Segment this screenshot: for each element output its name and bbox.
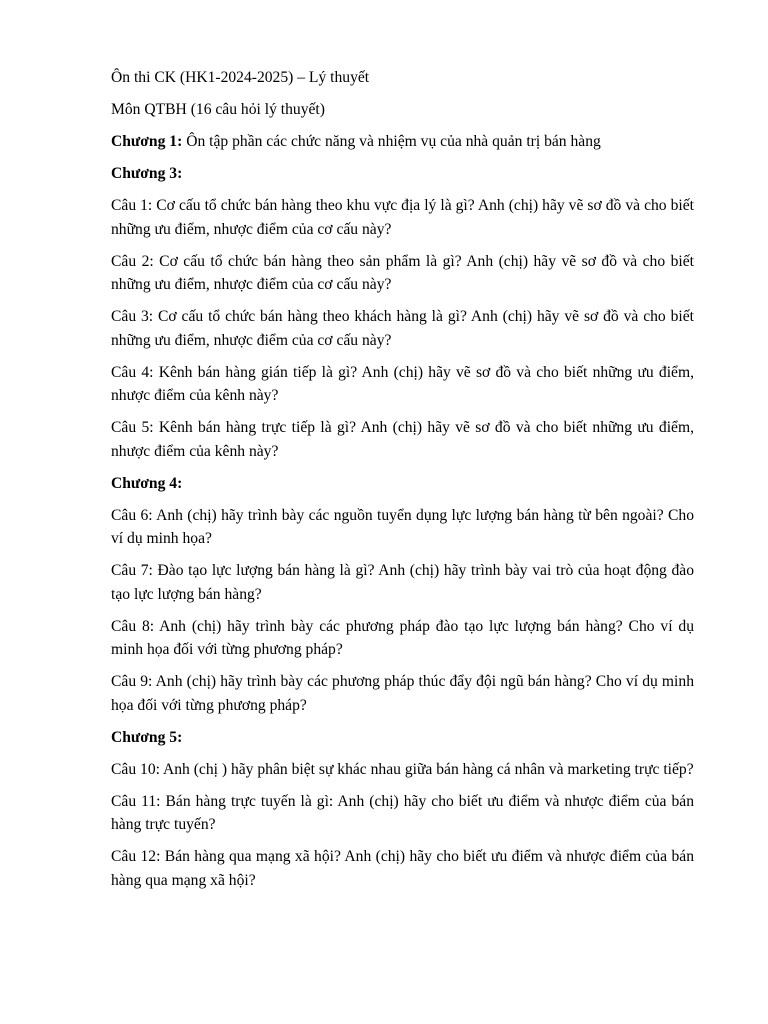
question-5: Câu 5: Kênh bán hàng trực tiếp là gì? Anh (chị) hãy vẽ sơ đồ và cho biết những ưu điểm, nhược điểm của kênh này? xyxy=(111,419,694,460)
question-11: Câu 11: Bán hàng trực tuyến là gì: Anh (chị) hãy cho biết ưu điểm và nhược điểm của bán hàng trực tuyến? xyxy=(111,792,694,833)
question-9: Câu 9: Anh (chị) hãy trình bày các phương pháp thúc đẩy đội ngũ bán hàng? Cho ví dụ minh họa đối với từng phương pháp? xyxy=(111,673,694,714)
chapter-1-line xyxy=(111,130,694,154)
document-subtitle: Môn QTBH (16 câu hỏi lý thuyết) xyxy=(111,101,325,118)
question-1: Câu 1: Cơ cấu tổ chức bán hàng theo khu vực địa lý là gì? Anh (chị) hãy vẽ sơ đồ và cho biết những ưu điểm, nhược điểm của cơ cấu này? xyxy=(111,197,694,238)
chapter-5-heading: Chương 5: xyxy=(111,728,183,746)
question-10: Câu 10: Anh (chị ) hãy phân biệt sự khác nhau giữa bán hàng cá nhân và marketing trực tiếp? xyxy=(111,760,694,778)
question-8: Câu 8: Anh (chị) hãy trình bày các phương pháp đào tạo lực lượng bán hàng? Cho ví dụ minh họa đối với từng phương pháp? xyxy=(111,617,694,658)
document-page xyxy=(111,66,694,901)
question-2: Câu 2: Cơ cấu tổ chức bán hàng theo sản phẩm là gì? Anh (chị) hãy vẽ sơ đồ và cho biết những ưu điểm, nhược điểm của cơ cấu này? xyxy=(111,252,694,293)
question-7: Câu 7: Đào tạo lực lượng bán hàng là gì? Anh (chị) hãy trình bày vai trò của hoạt động đào tạo lực lượng bán hàng? xyxy=(111,562,694,603)
chapter-1-text: Ôn tập phần các chức năng và nhiệm vụ của nhà quản trị bán hàng xyxy=(182,133,601,150)
question-3: Câu 3: Cơ cấu tổ chức bán hàng theo khách hàng là gì? Anh (chị) hãy vẽ sơ đồ và cho biết những ưu điểm, nhược điểm của cơ cấu này? xyxy=(111,308,694,349)
question-12: Câu 12: Bán hàng qua mạng xã hội? Anh (chị) hãy cho biết ưu điểm và nhược điểm của bán hàng qua mạng xã hội? xyxy=(111,848,694,889)
question-4: Câu 4: Kênh bán hàng gián tiếp là gì? Anh (chị) hãy vẽ sơ đồ và cho biết những ưu điểm, nhược điểm của kênh này? xyxy=(111,363,694,404)
chapter-4-heading: Chương 4: xyxy=(111,474,183,492)
chapter-3-heading: Chương 3: xyxy=(111,165,183,182)
document-title: Ôn thi CK (HK1-2024-2025) – Lý thuyết xyxy=(111,69,370,86)
chapter-1-label: Chương 1: xyxy=(111,133,183,150)
question-6: Câu 6: Anh (chị) hãy trình bày các nguồn tuyển dụng lực lượng bán hàng từ bên ngoài? Cho ví dụ minh họa? xyxy=(111,506,694,547)
